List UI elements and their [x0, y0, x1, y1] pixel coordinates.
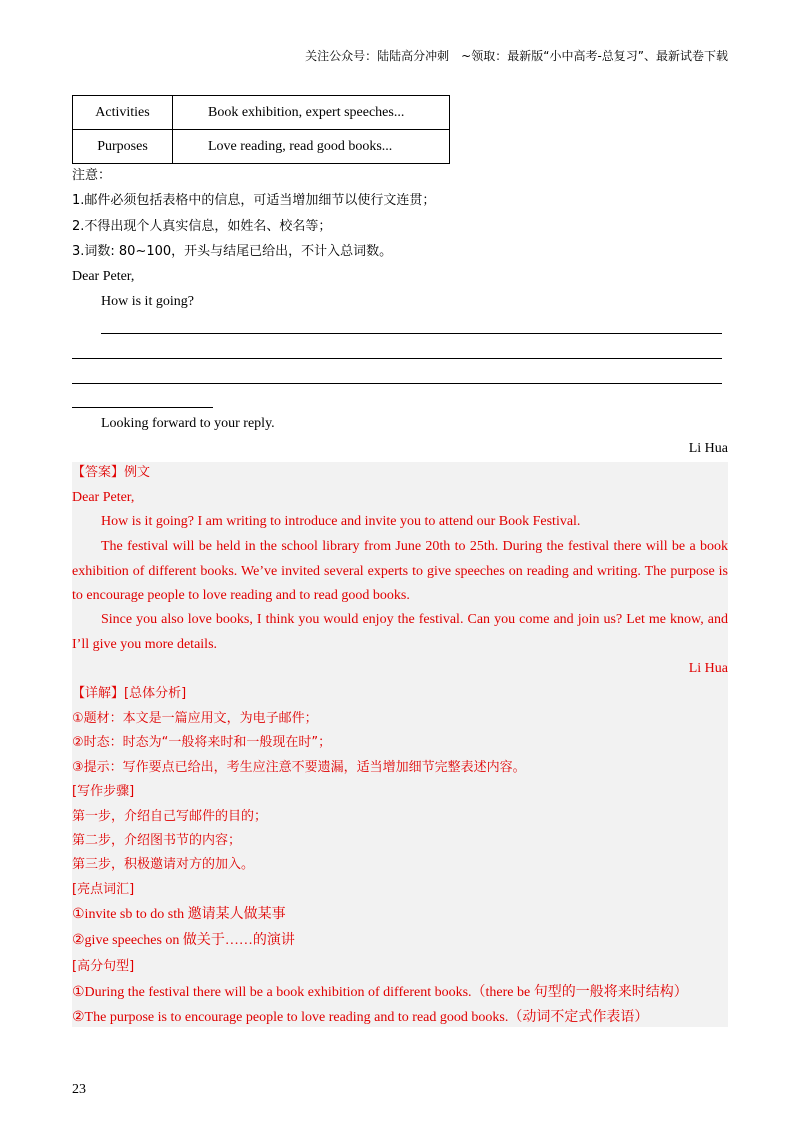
table-cell-label: Activities — [73, 96, 173, 130]
step-item: 第二步，介绍图书节的内容； — [72, 833, 242, 848]
info-table — [72, 95, 450, 164]
answer-heading: 【答案】例文 — [72, 465, 151, 480]
table-cell-value: Book exhibition, expert speeches... — [173, 96, 450, 130]
answer-paragraph: How is it going? I am writing to introduce and invite you to attend our Book Festival. — [101, 514, 581, 529]
answer-signature: Li Hua — [688, 661, 728, 676]
vocab-item: ②give speeches on 做关于……的演讲 — [72, 933, 295, 948]
note-item: 3.词数: 80~100，开头与结尾已给出，不计入总词数。 — [72, 244, 393, 259]
notes-title: 注意： — [72, 168, 112, 183]
analysis-point: ①题材：本文是一篇应用文，为电子邮件； — [72, 711, 318, 726]
page-header: 关注公众号：陆陆高分冲刺 ~领取：最新版“小中高考-总复习”、最新试卷下载 — [305, 49, 728, 63]
page-number: 23 — [72, 1082, 86, 1097]
sentence-item: ②The purpose is to encourage people to love reading and to read good books.（动词不定式作表语） — [72, 1010, 649, 1025]
analysis-point: ③提示：写作要点已给出，考生应注意不要遗漏，适当增加细节完整表述内容。 — [72, 760, 526, 775]
letter-signature: Li Hua — [688, 441, 728, 456]
note-item: 2.不得出现个人真实信息，如姓名、校名等； — [72, 219, 332, 234]
letter-greeting: Dear Peter, — [72, 269, 135, 284]
analysis-point: ②时态：时态为“一般将来时和一般现在时”； — [72, 735, 332, 750]
writing-line — [72, 358, 722, 359]
table-cell-value: Love reading, read good books... — [173, 130, 450, 164]
sentence-item: ①During the festival there will be a book exhibition of different books.（there be 句型的一般将来时结构） — [72, 985, 688, 1000]
note-item: 1.邮件必须包括表格中的信息，可适当增加细节以使行文连贯； — [72, 193, 436, 208]
analysis-heading: 【详解】[总体分析] — [72, 686, 187, 701]
vocab-heading: [亮点词汇] — [72, 882, 135, 897]
table-cell-label: Purposes — [73, 130, 173, 164]
writing-line — [72, 383, 722, 384]
table-row — [73, 130, 450, 164]
table-row — [73, 96, 450, 130]
letter-opening: How is it going? — [101, 294, 194, 309]
step-item: 第三步，积极邀请对方的加入。 — [72, 857, 255, 872]
letter-closing: Looking forward to your reply. — [101, 416, 275, 431]
writing-line — [101, 333, 722, 334]
steps-heading: [写作步骤] — [72, 784, 135, 799]
step-item: 第一步，介绍自己写邮件的目的； — [72, 809, 268, 824]
writing-line — [72, 407, 213, 408]
answer-paragraph: The festival will be held in the school library from June 20th to 25th. During the festival there will be a book exhibition of different books. We’ve invited several experts to give speeches on reading and writing. The purpose is to encourage people to love reading and to read good books. — [72, 539, 728, 603]
answer-paragraph: Since you also love books, I think you would enjoy the festival. Can you come and join us? Let me know, and I’ll give you more details. — [72, 612, 728, 652]
sentences-heading: [高分句型] — [72, 959, 135, 974]
vocab-item: ①invite sb to do sth 邀请某人做某事 — [72, 907, 286, 922]
answer-greeting: Dear Peter, — [72, 490, 135, 505]
